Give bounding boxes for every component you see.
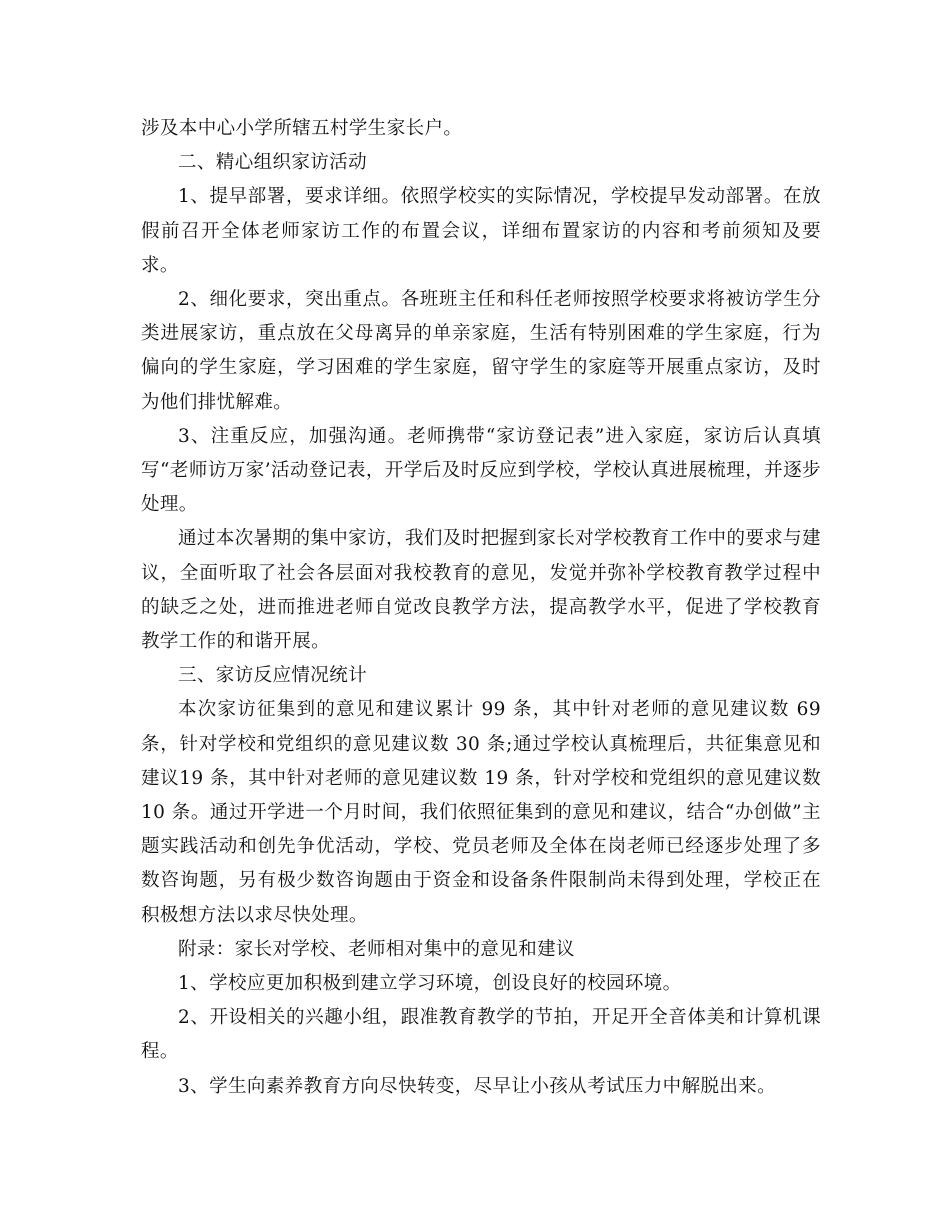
section-heading-feedback-statistics: 三、家访反应情况统计: [178, 665, 368, 687]
appendix-item-3: 3、学生向素养教育方向尽快转变，尽早让小孩从考试压力中解脱出来。: [178, 1075, 777, 1097]
paragraph-intro-continuation: 涉及本中心小学所辖五村学生家长户。: [141, 118, 463, 139]
appendix-item-1: 1、学校应更加积极到建立学习环境，创设良好的校园环境。: [178, 973, 682, 995]
paragraph-summer-visit-summary: 通过本次暑期的集中家访，我们及时把握到家长对学校教育工作中的要求与建议，全面听取了社会各层面对我校教育的意见，发觉并弥补学校教育教学过程中的缺乏之处，进而推进老师自觉改良教学方法，提高教学水平，促进了学校教育教学工作的和谐开展。: [141, 528, 821, 653]
paragraph-early-deployment: 1、提早部署，要求详细。依照学校实的实际情况，学校提早发动部署。在放假前召开全体老师家访工作的布置会议，详细布置家访的内容和考前须知及要求。: [141, 186, 821, 276]
appendix-heading: 附录：家长对学校、老师相对集中的意见和建议: [178, 938, 575, 960]
section-heading-organize-visits: 二、精心组织家访活动: [178, 152, 368, 174]
paragraph-feedback-statistics: 本次家访征集到的意见和建议累计 99 条，其中针对老师的意见建议数 69 条，针对学校和党组织的意见建议数 30 条;通过学校认真梳理后，共征集意见和建议19 条，其中针对老师的意见建议数 19 条，针对学校和党组织的意见建议数 10 条。通过开学进一个月时间，我们依照征集到的意见和建议，结合“办创做”主题实践活动和创先争优活动，学校、党员老师及全体在岗老师已经逐步处理了多数咨询题，另有极少数咨询题由于资金和设备条件限制尚未得到处理，学校正在积极想方法以求尽快处理。: [141, 699, 821, 926]
appendix-item-2: 2、开设相关的兴趣小组，跟准教育教学的节拍，开足开全音体美和计算机课程。: [141, 1007, 821, 1063]
document-body: [141, 112, 821, 1104]
paragraph-refine-requirements: 2、细化要求，突出重点。各班班主任和科任老师按照学校要求将被访学生分类进展家访，重点放在父母离异的单亲家庭，生活有特别困难的学生家庭，行为偏向的学生家庭，学习困难的学生家庭，留守学生的家庭等开展重点家访，及时为他们排忧解难。: [141, 289, 821, 413]
paragraph-feedback-communication: 3、注重反应，加强沟通。老师携带“家访登记表”进入家庭，家访后认真填写“老师访万家’活动登记表，开学后及时反应到学校，学校认真进展梳理，并逐步处理。: [141, 425, 821, 516]
